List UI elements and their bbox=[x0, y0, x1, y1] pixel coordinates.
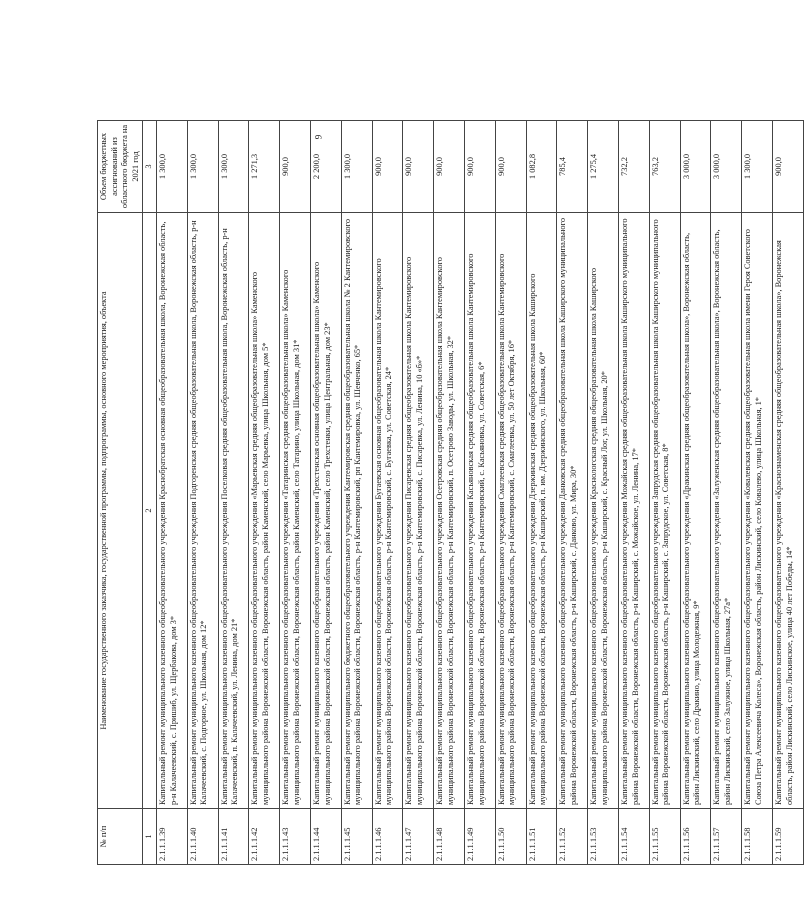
row-amount: 1 300,0 bbox=[156, 121, 187, 213]
row-number: 2.1.1.1.47 bbox=[403, 809, 434, 865]
row-name: Капитальный ремонт муниципального казенного общеобразовательного учреждения «Дракинская средняя общеобразовательная школа», Воронежская область, район Лискинский, село Дракино, улица Молодежная, 9* bbox=[680, 213, 711, 809]
table-row bbox=[464, 121, 495, 865]
row-name: Капитальный ремонт муниципального казенного общеобразовательного учреждения «Залуженская средняя общеобразовательная школа», Воронежская область, район Лискинский, село Залужное, улица Школьная, 27а* bbox=[711, 213, 742, 809]
row-name: Капитальный ремонт муниципального казенного общеобразовательного учреждения Бугаевская основная общеобразовательная школа Кантемировского муниципального района Воронежской области, Воронежская область, р-н Кантемировский, с. Бугаевка, ул. Советская, 24* bbox=[372, 213, 403, 809]
table-row bbox=[742, 121, 773, 865]
table-row bbox=[772, 121, 803, 865]
column-index: 1 bbox=[143, 809, 157, 865]
table-row bbox=[618, 121, 649, 865]
row-amount: 3 000,0 bbox=[711, 121, 742, 213]
row-amount: 1 271,3 bbox=[249, 121, 280, 213]
row-name: Капитальный ремонт муниципального казенного общеобразовательного учреждения «Татаринская средняя общеобразовательная школа» Каменского муниципального района Воронежской области, Воронежская область, район Каменский, село Татарино, улица Школьная, дом 31* bbox=[280, 213, 311, 809]
row-number: 2.1.1.1.41 bbox=[218, 809, 249, 865]
table-row bbox=[495, 121, 526, 865]
table-header-row bbox=[98, 121, 143, 865]
row-number: 2.1.1.1.42 bbox=[249, 809, 280, 865]
row-amount: 1 300,0 bbox=[218, 121, 249, 213]
row-name: Капитальный ремонт муниципального казенного общеобразовательного учреждения «Трехстенская основная общеобразовательная школа» Каменского муниципального района Воронежской области, Воронежская область, район Каменский, село Трехстенки, улица Центральная, дом 23* bbox=[310, 213, 341, 809]
table-row bbox=[649, 121, 680, 865]
row-number: 2.1.1.1.54 bbox=[618, 809, 649, 865]
row-number: 2.1.1.1.43 bbox=[280, 809, 311, 865]
row-name: Капитальный ремонт муниципального казенного общеобразовательного учреждения «Краснознаменская средняя общеобразовательная школа», Воронежская область, район Лискинский, село Лискинское, улица 40 лет Победы, 14* bbox=[772, 213, 803, 809]
table-row bbox=[249, 121, 280, 865]
row-name: Капитальный ремонт муниципального казенного общеобразовательного учреждения «Марьевская средняя общеобразовательная школа» Каменского муниципального района Воронежской области, Воронежская область, район Каменский, село Марьевка, улица Школьная, дом 5* bbox=[249, 213, 280, 809]
row-number: 2.1.1.1.50 bbox=[495, 809, 526, 865]
rotated-page-content bbox=[97, 120, 794, 865]
row-number: 2.1.1.1.45 bbox=[341, 809, 372, 865]
page-number: 9 bbox=[313, 134, 324, 140]
row-amount: 1 082,8 bbox=[526, 121, 557, 213]
row-number: 2.1.1.1.59 bbox=[772, 809, 803, 865]
row-amount: 900,0 bbox=[772, 121, 803, 213]
row-number: 2.1.1.1.40 bbox=[187, 809, 218, 865]
table-body bbox=[156, 121, 803, 865]
table-row bbox=[280, 121, 311, 865]
table-row bbox=[711, 121, 742, 865]
row-name: Капитальный ремонт муниципального бюджетного общеобразовательного учреждения Кантемировская средняя общеобразовательная школа № 2 Кантемировского муниципального района Воронежской области, Воронежская область, р-н Кантемировский, рп Кантемировка, ул. Шевченко, 65* bbox=[341, 213, 372, 809]
row-name: Капитальный ремонт муниципального казенного общеобразовательного учреждения Краснологская средняя общеобразовательная школа Каширского муниципального района Воронежской области, Воронежская область, р-н Каширский, с. Красный Лог, ул. Школьная, 20* bbox=[588, 213, 619, 809]
row-number: 2.1.1.1.56 bbox=[680, 809, 711, 865]
row-name: Капитальный ремонт муниципального казенного общеобразовательного учреждения Краснобратская основная общеобразовательная школа, Воронежская область, р-н Калачеевский, с. Пришиб, ул. Щербакова, дом 3* bbox=[156, 213, 187, 809]
row-name: Капитальный ремонт муниципального казенного общеобразовательного учреждения Касьяновская средняя общеобразовательная школа Кантемировского муниципального района Воронежской области, Воронежская область, р-н Кантемировский, с. Касьяновка, ул. Советская, 6* bbox=[464, 213, 495, 809]
column-index: 2 bbox=[143, 213, 157, 809]
row-amount: 732,2 bbox=[618, 121, 649, 213]
table-row bbox=[557, 121, 588, 865]
row-number: 2.1.1.1.53 bbox=[588, 809, 619, 865]
row-number: 2.1.1.1.55 bbox=[649, 809, 680, 865]
table-row bbox=[218, 121, 249, 865]
header-name: Наименование государственного заказчика, государственной программы, подпрограммы, основного мероприятия, объекта bbox=[98, 213, 143, 809]
row-name: Капитальный ремонт муниципального казенного общеобразовательного учреждения Смаглеевская средняя общеобразовательная школа Кантемировского муниципального района Воронежской области, Воронежская область, р-н Кантемировский, с. Смаглеевка, ул. 50 лет Октября, 16* bbox=[495, 213, 526, 809]
row-amount: 1 300,0 bbox=[341, 121, 372, 213]
row-number: 2.1.1.1.58 bbox=[742, 809, 773, 865]
row-number: 2.1.1.1.39 bbox=[156, 809, 187, 865]
row-amount: 900,0 bbox=[280, 121, 311, 213]
header-number: № п/п bbox=[98, 809, 143, 865]
row-name: Капитальный ремонт муниципального казенного общеобразовательного учреждения Осетровская средняя общеобразовательная школа Кантемировского муниципального района Воронежской области, Воронежская область, р-н Кантемировский, п. Осетрово Заводы, ул. Школьная, 32* bbox=[434, 213, 465, 809]
row-amount: 900,0 bbox=[495, 121, 526, 213]
row-amount: 1 300,0 bbox=[742, 121, 773, 213]
table-row bbox=[434, 121, 465, 865]
table-row bbox=[310, 121, 341, 865]
column-index-row bbox=[143, 121, 157, 865]
row-number: 2.1.1.1.48 bbox=[434, 809, 465, 865]
row-amount: 785,4 bbox=[557, 121, 588, 213]
header-amount: Объем бюджетных ассигнований из областного бюджета на 2021 год bbox=[98, 121, 143, 213]
table-row bbox=[588, 121, 619, 865]
row-amount: 3 000,0 bbox=[680, 121, 711, 213]
table-row bbox=[372, 121, 403, 865]
table-row bbox=[156, 121, 187, 865]
table-row bbox=[526, 121, 557, 865]
row-number: 2.1.1.1.44 bbox=[310, 809, 341, 865]
row-amount: 1 300,0 bbox=[187, 121, 218, 213]
row-amount: 2 200,0 bbox=[310, 121, 341, 213]
column-index: 3 bbox=[143, 121, 157, 213]
row-name: Капитальный ремонт муниципального казенного общеобразовательного учреждения Подгоренская средняя общеобразовательная школа, Воронежская область, р-н Калачеевский, с. Подгорное, ул. Школьная, дом 12* bbox=[187, 213, 218, 809]
row-amount: 900,0 bbox=[464, 121, 495, 213]
table-row bbox=[187, 121, 218, 865]
row-number: 2.1.1.1.49 bbox=[464, 809, 495, 865]
row-name: Капитальный ремонт муниципального казенного общеобразовательного учреждения Поселковая средняя общеобразовательная школа, Воронежская область, р-н Калачеевский, п. Калачеевский, ул. Ленина, дом 21* bbox=[218, 213, 249, 809]
table-row bbox=[403, 121, 434, 865]
row-amount: 900,0 bbox=[403, 121, 434, 213]
row-amount: 900,0 bbox=[372, 121, 403, 213]
row-name: Капитальный ремонт муниципального казенного общеобразовательного учреждения Писаревская средняя общеобразовательная школа Кантемировского муниципального района Воронежской области, Воронежская область, р-н Кантемировский, с. Писаревка, ул. Ленина, 10 «б»* bbox=[403, 213, 434, 809]
row-number: 2.1.1.1.51 bbox=[526, 809, 557, 865]
row-name: Капитальный ремонт муниципального казенного общеобразовательного учреждения Можайская средняя общеобразовательная школа Каширского муниципального района Воронежской области, Воронежская область, р-н Каширский, с. Можайское, ул. Ленина, 17* bbox=[618, 213, 649, 809]
row-amount: 763,2 bbox=[649, 121, 680, 213]
row-name: Капитальный ремонт муниципального казенного общеобразовательного учреждения Запрудская средняя общеобразовательная школа Каширского муниципального района Воронежской области, Воронежская область, р-н Каширский, с. Запрудское, ул. Советская, 8* bbox=[649, 213, 680, 809]
table-row bbox=[680, 121, 711, 865]
table-row bbox=[341, 121, 372, 865]
row-name: Капитальный ремонт муниципального казенного общеобразовательного учреждения «Ковалевская средняя общеобразовательная школа имени Героя Советского Союза Петра Алексеевича Колеса», Воронежская область, район Лискинский, село Ковалево, улица Школьная, 1* bbox=[742, 213, 773, 809]
budget-table bbox=[97, 120, 804, 865]
row-name: Капитальный ремонт муниципального казенного общеобразовательного учреждения Дзержинская средняя общеобразовательная школа Каширского муниципального района Воронежской области, Воронежская область, р-н Каширский, п. им. Дзержинского, ул. Школьная, 60* bbox=[526, 213, 557, 809]
row-number: 2.1.1.1.46 bbox=[372, 809, 403, 865]
row-amount: 900,0 bbox=[434, 121, 465, 213]
row-name: Капитальный ремонт муниципального казенного общеобразовательного учреждения Данковская средняя общеобразовательная школа Каширского муниципального района Воронежской области, Воронежская область, р-н Каширский, с. Данково, ул. Мира, 30* bbox=[557, 213, 588, 809]
row-amount: 1 275,4 bbox=[588, 121, 619, 213]
row-number: 2.1.1.1.57 bbox=[711, 809, 742, 865]
row-number: 2.1.1.1.52 bbox=[557, 809, 588, 865]
